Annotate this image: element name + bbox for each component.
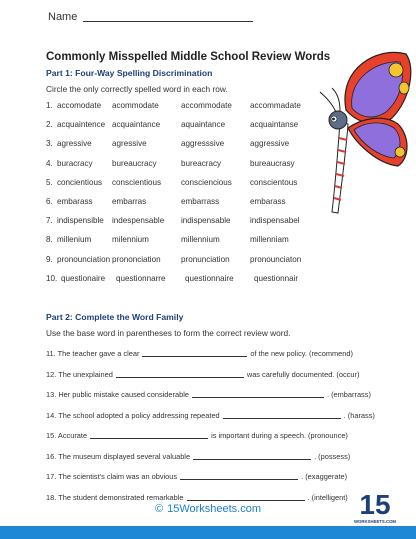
fill-in-question [46,452,350,461]
question-text: 14. The school adopted a policy addressing repeated [46,410,220,420]
word-choice[interactable]: millenniam [250,235,289,245]
row-number: 1. [46,101,53,110]
worksheet-title: Commonly Misspelled Middle School Review Words [46,51,331,63]
answer-blank[interactable] [90,438,208,439]
question-hint: . (harass) [343,410,375,420]
answer-blank[interactable] [193,459,311,460]
answer-blank[interactable] [142,356,247,357]
word-choice[interactable]: acquaintence [57,120,106,130]
question-text: 11. The teacher gave a clear [46,349,140,358]
word-choice[interactable]: embarrass [181,197,220,206]
word-choice[interactable]: embarras [112,197,147,206]
question-hint: is important during a speech. (pronounce) [211,431,348,440]
logo-number: 15 [359,489,391,520]
word-choice[interactable]: acquaintanse [250,120,299,130]
fill-in-question [46,472,347,481]
row-number: 3. [46,139,53,149]
row-number: 10. [46,273,58,283]
question-text: 17. The scientist's claim was an obvious [46,472,178,481]
word-choice[interactable]: pronunciation [181,254,230,264]
row-number: 7. [46,216,53,226]
word-choice[interactable]: millenium [57,235,92,245]
word-choice[interactable]: aquaintance [181,120,226,130]
word-choice[interactable]: questionnair [254,273,299,283]
word-choice[interactable]: indispensible [57,216,104,226]
word-choice[interactable]: embarass [57,197,93,206]
word-choice[interactable]: bureaucrasy [250,158,295,168]
answer-blank[interactable] [187,500,305,501]
word-choice[interactable]: conscientous [250,177,298,187]
answer-blank[interactable] [116,377,244,378]
word-choice[interactable]: aggressive [250,139,290,149]
name-label: Name [48,11,78,23]
question-text: 16. The museum displayed several valuable [46,451,191,461]
word-choice[interactable]: aggresssive [181,139,225,149]
word-choice[interactable]: bureacracy [181,158,222,168]
word-choice[interactable]: acquaintance [112,120,161,130]
word-choice[interactable]: accommodate [181,101,232,110]
word-choice[interactable]: questionnarre [116,273,166,283]
word-choice[interactable]: milennium [112,235,149,245]
question-text: 13. Her public mistake caused considerable [46,390,189,399]
question-hint: . (exaggerate) [301,472,348,481]
word-choice[interactable]: accomodate [57,101,102,110]
row-number: 9. [46,254,53,264]
footer-bar [0,526,416,539]
row-number: 5. [46,177,53,187]
word-choice[interactable]: indespensable [112,216,165,226]
logo-text: WORKSHEETS.COM [354,519,396,524]
question-hint: of the new policy. (recommend) [250,349,353,358]
question-hint: . (intelligent) [307,492,348,502]
fill-in-question [46,349,353,358]
row-number: 6. [46,197,53,206]
question-hint: was carefully documented. (occur) [246,369,360,379]
butterfly-illustration [318,48,414,218]
word-choice[interactable]: acommodate [112,101,159,110]
word-choice[interactable]: bureaucracy [112,158,157,168]
fill-in-question [46,493,348,502]
word-choice[interactable]: indispensabel [250,216,300,226]
word-choice[interactable]: agressive [112,139,147,149]
question-text: 12. The unexplained [46,369,113,379]
part2-instruction: Use the base word in parentheses to form the correct review word. [46,328,291,338]
word-choice[interactable]: millennium [181,235,220,245]
word-choice[interactable]: conscientious [112,177,162,187]
footer-site: 15Worksheets.com [167,503,262,515]
fill-in-question [46,431,348,440]
name-field [48,11,253,23]
word-choice[interactable]: pronounciaton [250,254,302,264]
part2-heading: Part 2: Complete the Word Family [46,312,184,322]
word-choice[interactable]: concientious [57,177,102,187]
question-text: 18. The student demonstrated remarkable [46,492,184,502]
word-choice[interactable]: consciencious [181,177,232,187]
answer-blank[interactable] [223,418,341,419]
word-choice[interactable]: buracracy [57,158,93,168]
part1-instruction: Circle the only correctly spelled word in each row. [46,84,228,94]
word-choice[interactable]: pronounciation [57,254,111,264]
word-choice[interactable]: accommadate [250,101,301,110]
question-hint: . (possess) [314,451,351,461]
word-choice[interactable]: agressive [57,139,92,149]
name-blank[interactable] [83,21,253,22]
question-text: 15. Accurate [46,431,88,440]
part1-heading: Part 1: Four-Way Spelling Discrimination [46,68,213,78]
copyright-symbol: © [154,503,164,515]
row-number: 4. [46,158,53,168]
fill-in-question [46,370,359,379]
word-choice[interactable]: embarass [250,197,286,206]
word-choice[interactable]: indispensable [181,216,231,226]
15worksheets-logo [354,484,396,526]
word-choice[interactable]: questionaire [61,273,106,283]
row-number: 2. [46,120,53,130]
answer-blank[interactable] [192,397,324,398]
fill-in-question [46,390,371,399]
row-number: 8. [46,235,53,245]
fill-in-question [46,411,375,420]
question-hint: . (embarrass) [326,390,371,399]
word-choice[interactable]: prononciation [112,254,161,264]
word-choice[interactable]: questionnaire [185,273,234,283]
answer-blank[interactable] [180,479,298,480]
